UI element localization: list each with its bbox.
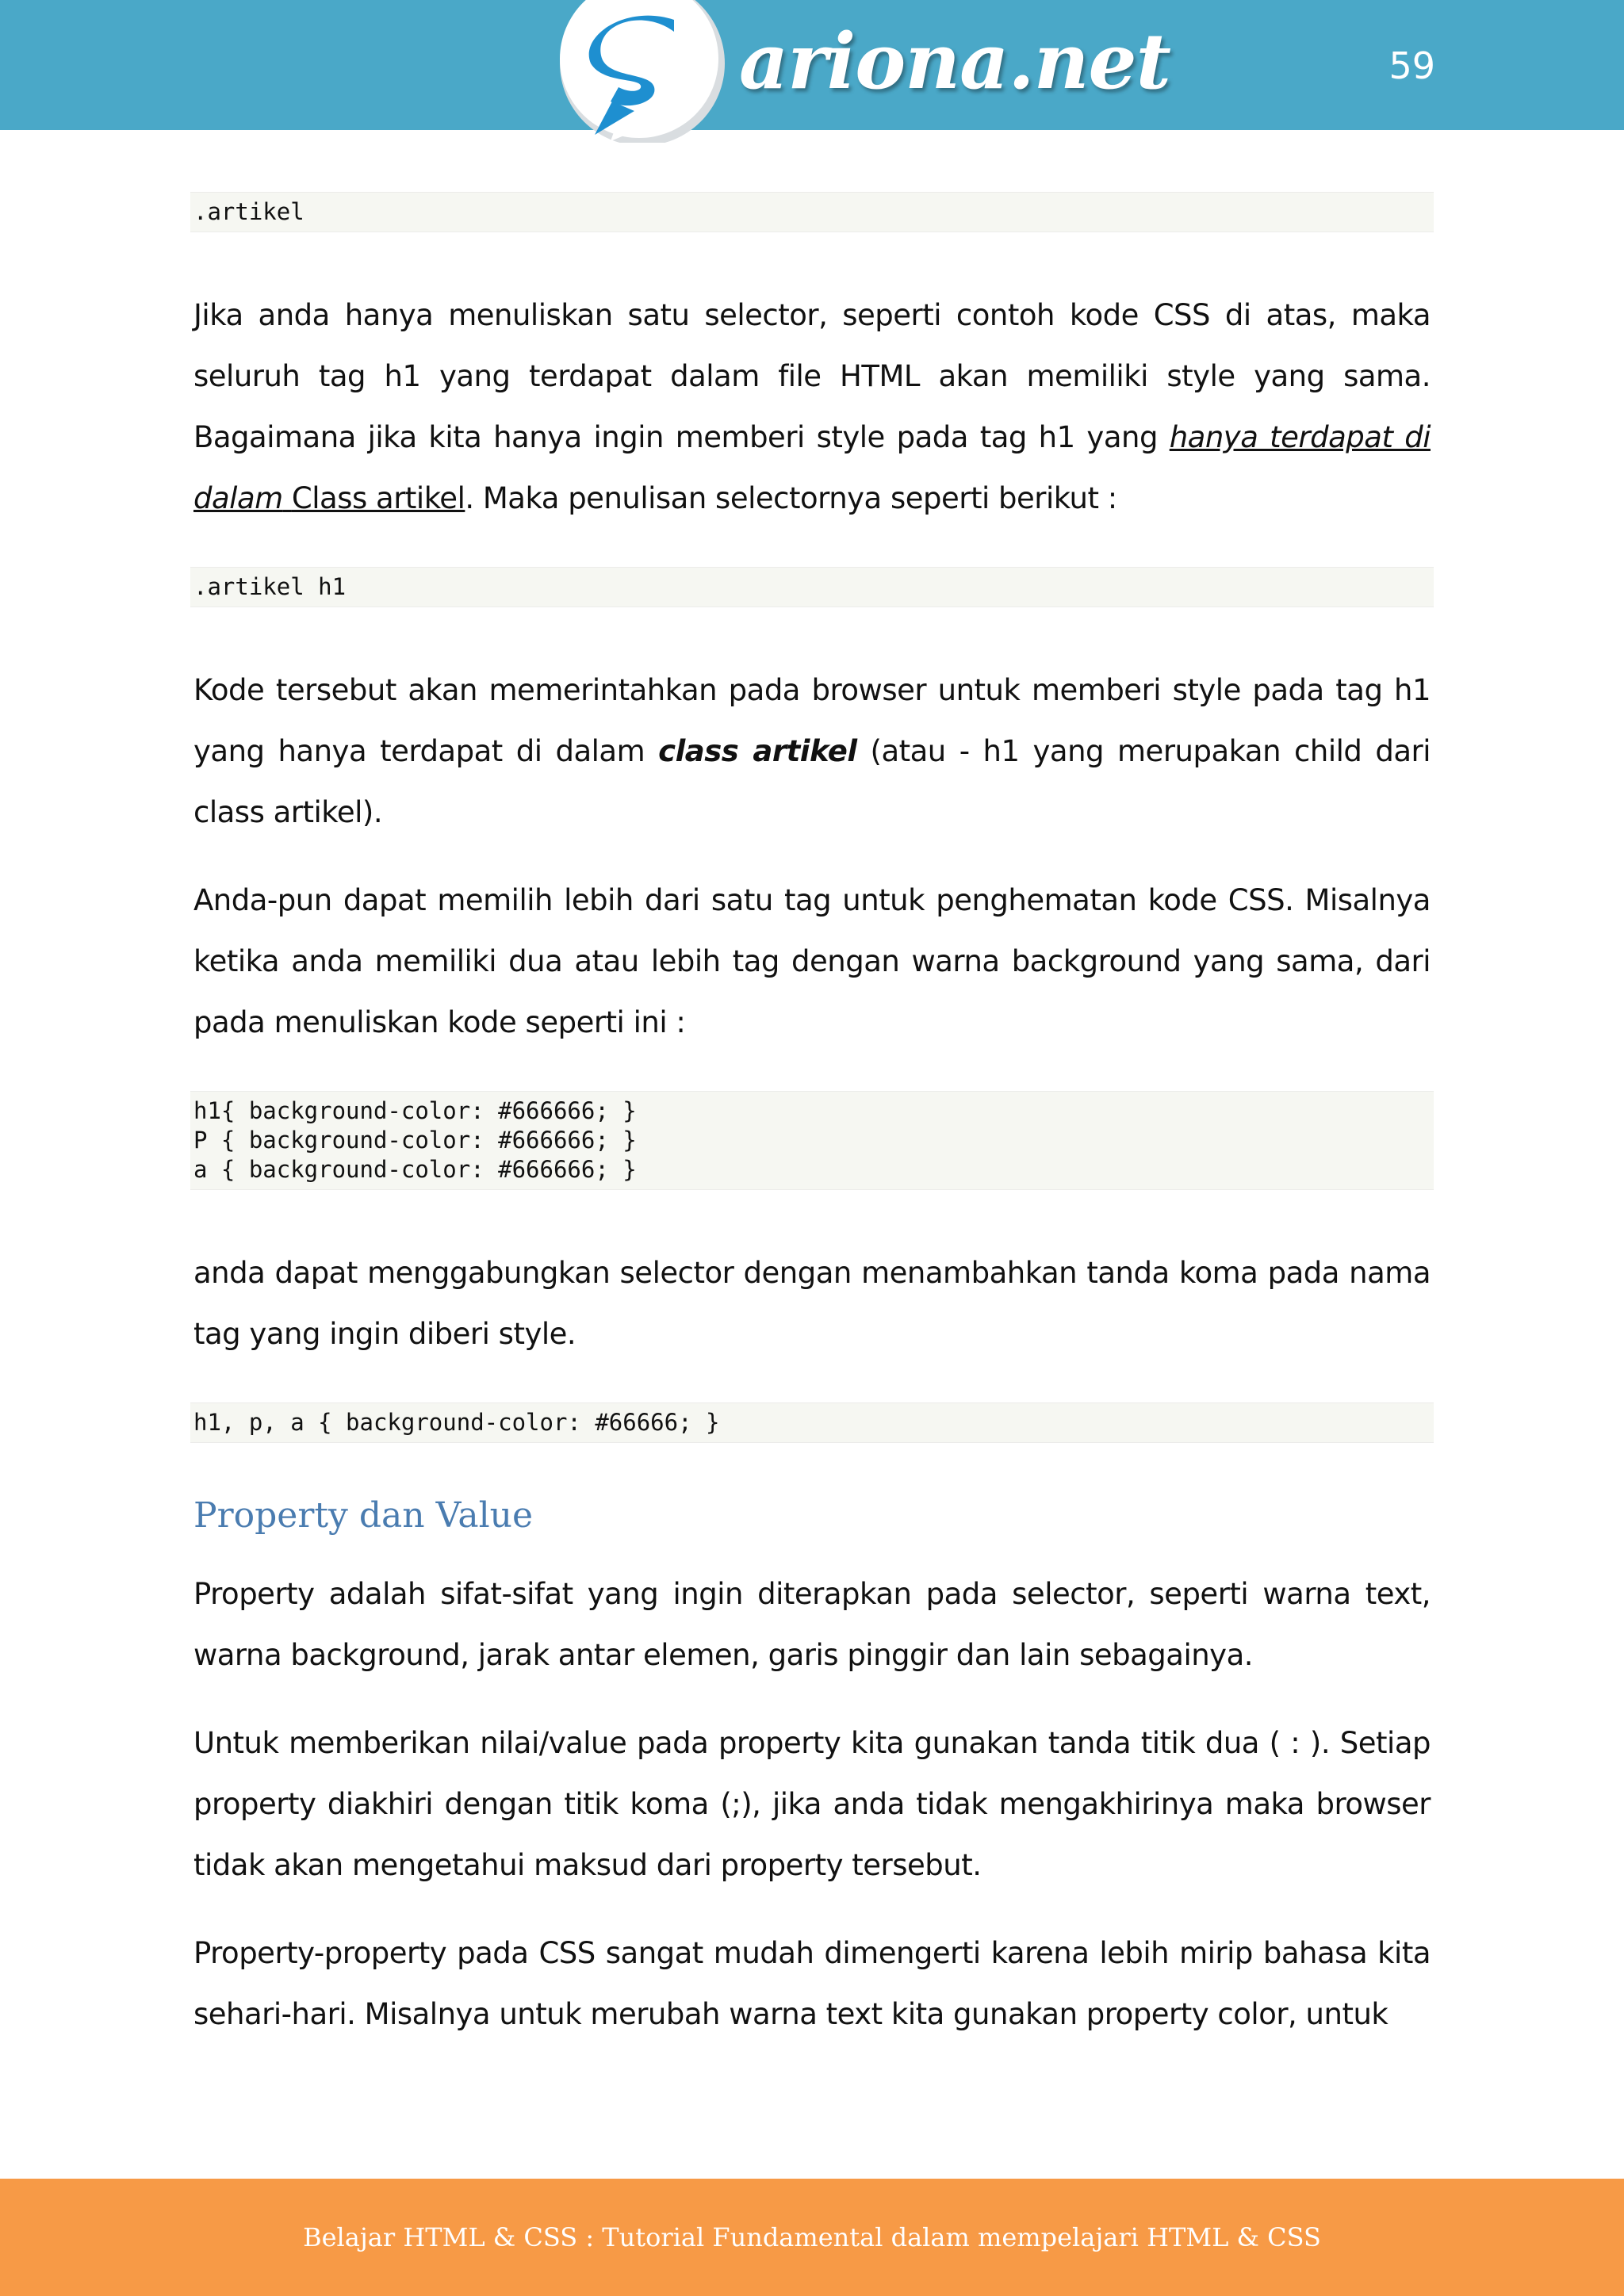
code-line: h1, p, a { background-color: #66666; } <box>193 1409 720 1436</box>
brand-name: ariona.net <box>739 17 1170 106</box>
page-number: 59 <box>1388 44 1435 87</box>
speech-bubble-s-logo-icon <box>555 0 730 143</box>
code-line: h1{ background-color: #666666; } <box>193 1097 637 1124</box>
section-heading: Property dan Value <box>193 1495 534 1536</box>
paragraph-7: Property-property pada CSS sangat mudah dimengerti karena lebih mirip bahasa kita sehari-hari. Misalnya untuk merubah warna text kita gunakan property color, untuk <box>193 1936 1431 2031</box>
paragraph-6: Untuk memberikan nilai/value pada property kita gunakan tanda titik dua ( : ). Setiap property diakhiri dengan titik koma (;), jika anda tidak mengakhirinya maka browser tidak akan mengetahui maksud dari property tersebut. <box>193 1726 1431 1882</box>
paragraph-5: Property adalah sifat-sifat yang ingin diterapkan pada selector, seperti warna text, warna background, jarak antar elemen, garis pinggir dan lain sebagainya. <box>193 1577 1431 1672</box>
paragraph-2-text-end: (atau - h1 yang merupakan child dari class artikel). <box>193 734 1431 829</box>
paragraph-1-text-end: . Maka penulisan selectornya seperti berikut : <box>465 481 1117 515</box>
paragraph-2 <box>193 660 1431 843</box>
code-line: .artikel <box>193 198 304 225</box>
paragraph-4: anda dapat menggabungkan selector dengan menambahkan tanda koma pada nama tag yang ingin diberi style. <box>193 1256 1431 1351</box>
page-header <box>0 0 1624 130</box>
paragraph-3: Anda-pun dapat memilih lebih dari satu tag untuk penghematan kode CSS. Misalnya ketika anda memiliki dua atau lebih tag dengan warna background yang sama, dari pada menuliskan kode seperti ini : <box>193 883 1431 1039</box>
code-block-4 <box>190 1402 1434 1443</box>
paragraph-2-text: Kode tersebut akan memerintahkan pada browser untuk memberi style pada tag h1 yang hanya terdapat di dalam <box>193 673 1431 768</box>
code-block-1 <box>190 192 1434 232</box>
code-line: P { background-color: #666666; } <box>193 1127 637 1154</box>
emphasis-underline-italic: hanya terdapat di dalam <box>193 420 1431 515</box>
code-block-3 <box>190 1091 1434 1190</box>
code-block-2 <box>190 567 1434 607</box>
page-content <box>193 192 1431 2045</box>
underlined-space <box>283 481 292 515</box>
code-line: .artikel h1 <box>193 573 347 600</box>
footer-text: Belajar HTML & CSS : Tutorial Fundamental dalam mempelajari HTML & CSS <box>303 2222 1321 2252</box>
paragraph-1 <box>193 285 1431 529</box>
page-footer <box>0 2179 1624 2296</box>
emphasis-bold-italic: class artikel <box>658 734 857 768</box>
paragraph-1-text: Jika anda hanya menuliskan satu selector, seperti contoh kode CSS di atas, maka seluruh tag h1 yang terdapat dalam file HTML akan memiliki style yang sama. Bagaimana jika kita hanya ingin memberi style pada tag h1 yang <box>193 298 1431 454</box>
code-line: a { background-color: #666666; } <box>193 1156 637 1183</box>
emphasis-underline: Class artikel <box>291 481 465 515</box>
